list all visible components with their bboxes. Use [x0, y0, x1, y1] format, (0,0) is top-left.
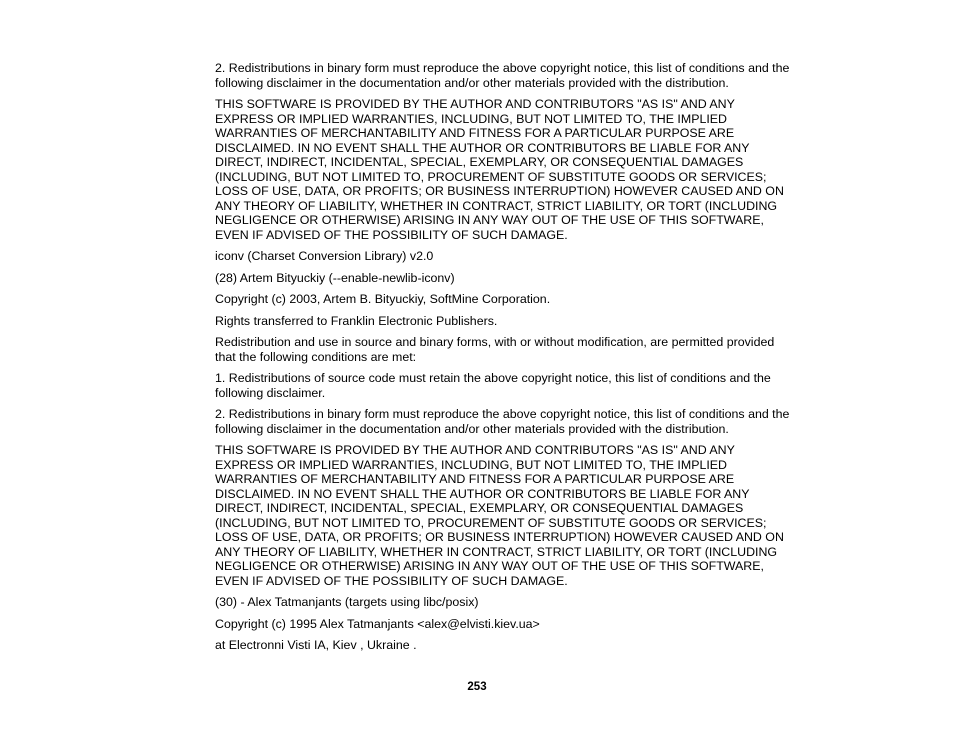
library-title: iconv (Charset Conversion Library) v2.0: [215, 249, 434, 263]
redistribution-source-clause: 1. Redistributions of source code must retain the above copyright notice, this list of conditions and the following disclaimer.: [215, 371, 771, 400]
redistribution-conditions-intro: Redistribution and use in source and binary forms, with or without modification, are permitted provided that the following conditions are met:: [215, 335, 775, 364]
redistribution-binary-clause: 2. Redistributions in binary form must reproduce the above copyright notice, this list of conditions and the following disclaimer in the documentation and/or other materials provided with the distribution.: [215, 61, 790, 90]
redistribution-binary-clause: 2. Redistributions in binary form must reproduce the above copyright notice, this list of conditions and the following disclaimer in the documentation and/or other materials provided with the distribution.: [215, 407, 790, 436]
warranty-disclaimer: THIS SOFTWARE IS PROVIDED BY THE AUTHOR AND CONTRIBUTORS "AS IS" AND ANY EXPRESS OR IMPLIED WARRANTIES, INCLUDING, BUT NOT LIMITED TO, THE IMPLIED WARRANTIES OF MERCHANTABILITY AND FITNESS FOR A PARTICULAR PURPOSE ARE DISCLAIMED. IN NO EVENT SHALL THE AUTHOR OR CONTRIBUTORS BE LIABLE FOR ANY DIRECT, INDIRECT, INCIDENTAL, SPECIAL, EXEMPLARY, OR CONSEQUENTIAL DAMAGES (INCLUDING, BUT NOT LIMITED TO, PROCUREMENT OF SUBSTITUTE GOODS OR SERVICES; LOSS OF USE, DATA, OR PROFITS; OR BUSINESS INTERRUPTION) HOWEVER CAUSED AND ON ANY THEORY OF LIABILITY, WHETHER IN CONTRACT, STRICT LIABILITY, OR TORT (INCLUDING NEGLIGENCE OR OTHERWISE) ARISING IN ANY WAY OUT OF THE USE OF THIS SOFTWARE, EVEN IF ADVISED OF THE POSSIBILITY OF SUCH DAMAGE.: [215, 97, 784, 242]
contributor-line: (28) Artem Bityuckiy (--enable-newlib-iconv): [215, 270, 455, 285]
affiliation-line: at Electronni Visti IA, Kiev , Ukraine .: [215, 638, 417, 652]
contributor-line: (30) - Alex Tatmanjants (targets using libc/posix): [215, 595, 479, 609]
rights-transfer-line: Rights transferred to Franklin Electronic Publishers.: [215, 313, 498, 328]
document-body: [215, 61, 830, 660]
warranty-disclaimer: THIS SOFTWARE IS PROVIDED BY THE AUTHOR AND CONTRIBUTORS "AS IS" AND ANY EXPRESS OR IMPLIED WARRANTIES, INCLUDING, BUT NOT LIMITED TO, THE IMPLIED WARRANTIES OF MERCHANTABILITY AND FITNESS FOR A PARTICULAR PURPOSE ARE DISCLAIMED. IN NO EVENT SHALL THE AUTHOR OR CONTRIBUTORS BE LIABLE FOR ANY DIRECT, INDIRECT, INCIDENTAL, SPECIAL, EXEMPLARY, OR CONSEQUENTIAL DAMAGES (INCLUDING, BUT NOT LIMITED TO, PROCUREMENT OF SUBSTITUTE GOODS OR SERVICES; LOSS OF USE, DATA, OR PROFITS; OR BUSINESS INTERRUPTION) HOWEVER CAUSED AND ON ANY THEORY OF LIABILITY, WHETHER IN CONTRACT, STRICT LIABILITY, OR TORT (INCLUDING NEGLIGENCE OR OTHERWISE) ARISING IN ANY WAY OUT OF THE USE OF THIS SOFTWARE, EVEN IF ADVISED OF THE POSSIBILITY OF SUCH DAMAGE.: [215, 443, 784, 588]
page-number: 253: [467, 681, 487, 693]
copyright-line: Copyright (c) 1995 Alex Tatmanjants <alex@elvisti.kiev.ua>: [215, 616, 540, 631]
copyright-line: Copyright (c) 2003, Artem B. Bityuckiy, SoftMine Corporation.: [215, 292, 551, 306]
